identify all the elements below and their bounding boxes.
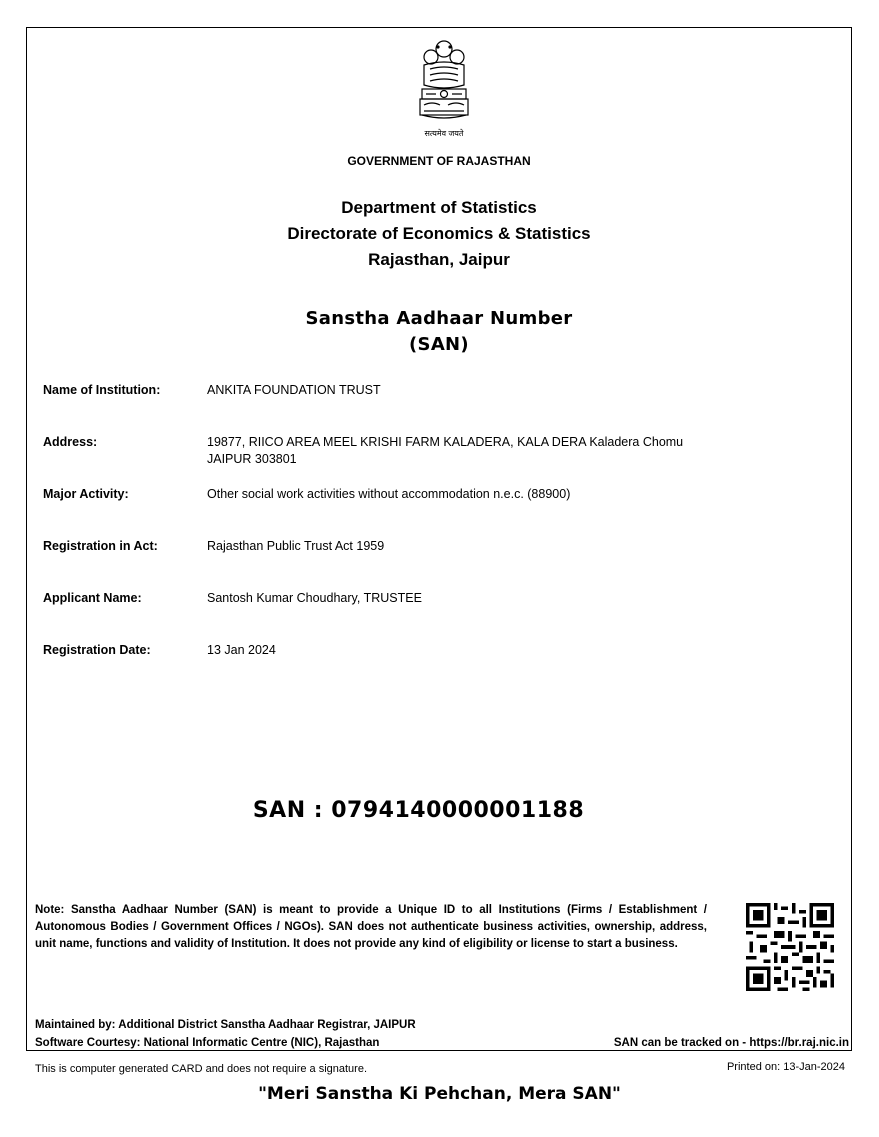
computer-generated-note: This is computer generated CARD and does not require a signature.	[35, 1063, 368, 1075]
address-line-2: JAIPUR 303801	[207, 452, 297, 466]
activity-label: Major Activity:	[43, 487, 129, 501]
activity-value: Other social work activities without accommodation n.e.c. (88900)	[207, 487, 571, 501]
address-value	[207, 434, 787, 468]
government-name: GOVERNMENT OF RAJASTHAN	[347, 154, 531, 168]
department-location: Rajasthan, Jaipur	[368, 250, 510, 269]
state-emblem-icon	[412, 35, 476, 140]
institution-value: ANKITA FOUNDATION TRUST	[207, 383, 381, 397]
registration-date-value: 13 Jan 2024	[207, 643, 276, 657]
registration-act-label: Registration in Act:	[43, 539, 158, 553]
san-number: SAN : 0794140000001188	[252, 798, 585, 823]
applicant-label: Applicant Name:	[43, 591, 142, 605]
emblem-motto: सत्यमेव जयते	[424, 129, 464, 138]
slogan: "Meri Sanstha Ki Pehchan, Mera SAN"	[258, 1084, 621, 1104]
address-line-1: 19877, RIICO AREA MEEL KRISHI FARM KALADERA, KALA DERA Kaladera Chomu	[207, 435, 684, 449]
card-title-block	[26, 306, 852, 358]
department-name: Department of Statistics	[341, 198, 537, 217]
directorate-name: Directorate of Economics & Statistics	[287, 224, 591, 243]
institution-label: Name of Institution:	[43, 383, 161, 397]
department-block	[26, 195, 852, 273]
address-label: Address:	[43, 435, 98, 449]
maintained-by: Maintained by: Additional District Sanstha Aadhaar Registrar, JAIPUR	[35, 1019, 416, 1031]
qr-code-icon	[746, 903, 834, 991]
card-title: Sanstha Aadhaar Number	[305, 308, 573, 329]
software-courtesy: Software Courtesy: National Informatic Centre (NIC), Rajasthan	[35, 1037, 380, 1049]
tracking-info: SAN can be tracked on - https://br.raj.nic.in	[613, 1037, 849, 1049]
registration-date-label: Registration Date:	[43, 643, 151, 657]
card-title-abbr: (SAN)	[409, 334, 469, 355]
disclaimer-note: Note: Sanstha Aadhaar Number (SAN) is meant to provide a Unique ID to all Institutions (Firms / Establishment / Autonomous Bodies / Government Offices / NGOs). SAN does not authenticate business activities, ownership, address, unit name, functions and validity of Institution. It does not provide any kind of eligibility or license to start a business.	[35, 904, 707, 950]
printed-on: Printed on: 13-Jan-2024	[726, 1061, 845, 1073]
applicant-value: Santosh Kumar Choudhary, TRUSTEE	[207, 591, 422, 605]
registration-act-value: Rajasthan Public Trust Act 1959	[207, 539, 385, 553]
